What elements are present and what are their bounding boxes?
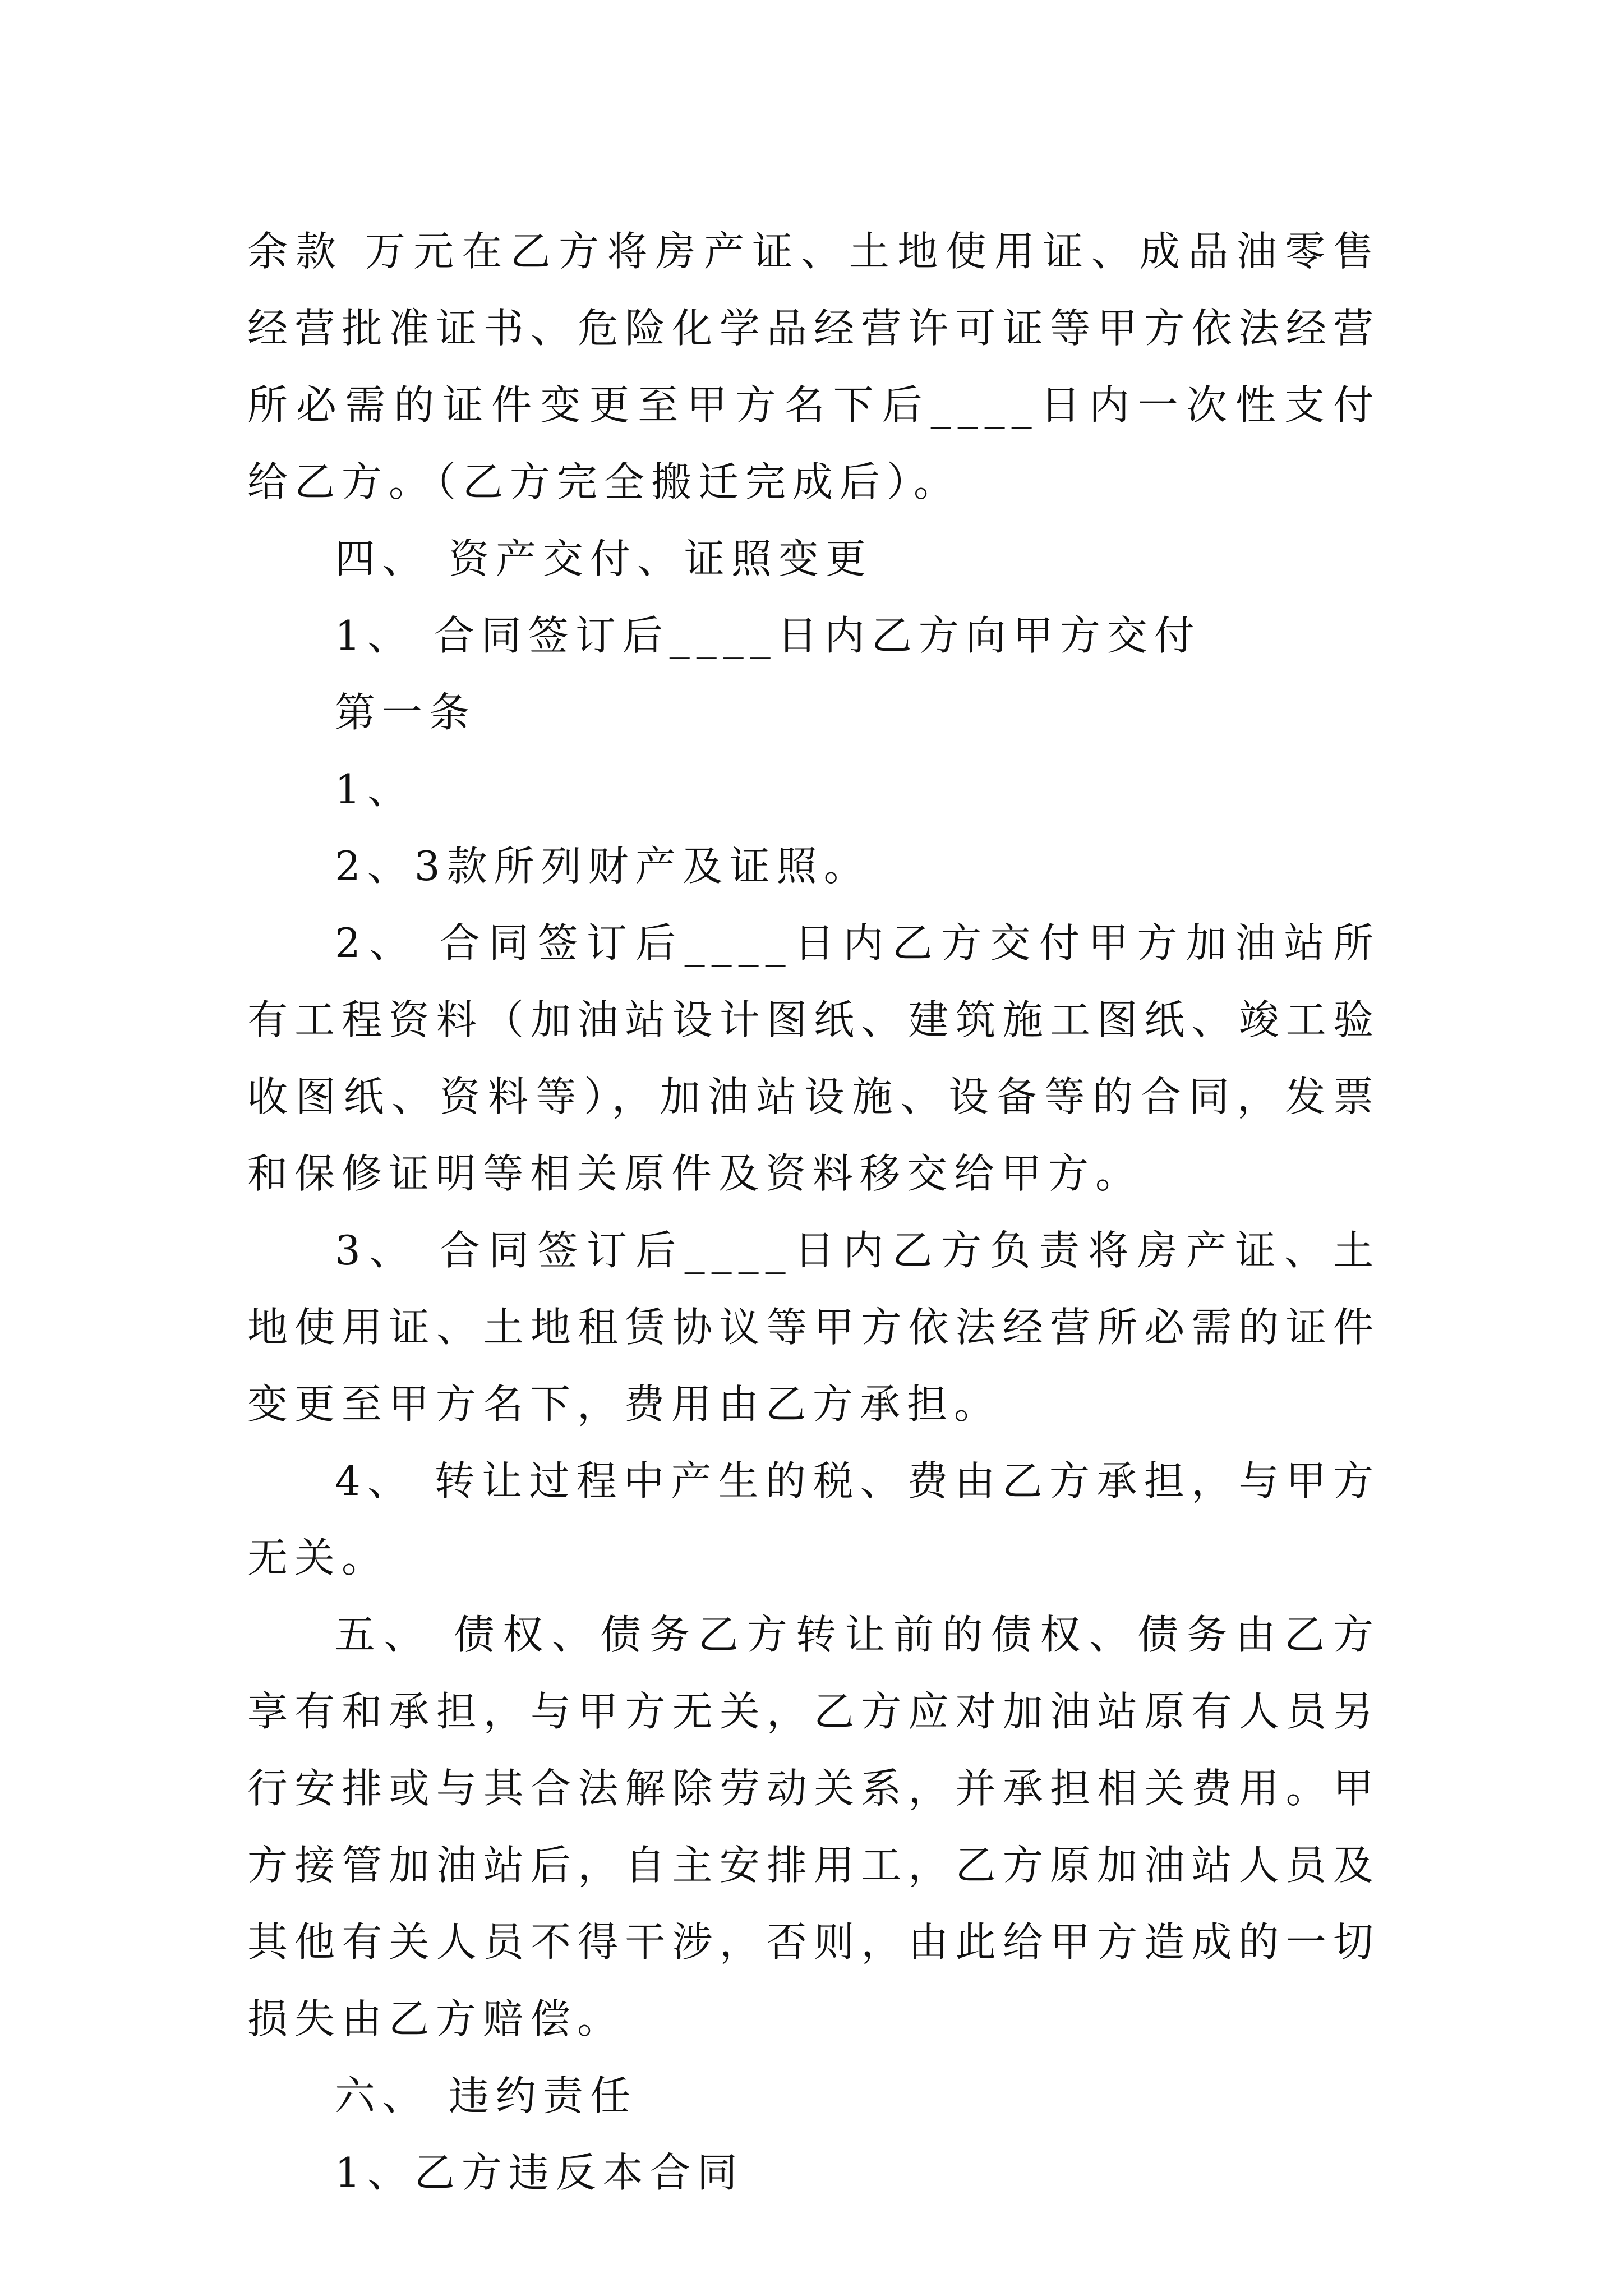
paragraph-final-payment: 余款 万元在乙方将房产证、土地使用证、成品油零售经营批准证书、危险化学品经营许可证等甲方依法经营所必需的证件变更至甲方名下后____日内一次性支付给乙方。（乙方完全搬迁完成后）。 bbox=[247, 228, 1380, 505]
clause-4-4: 4、 转让过程中产生的税、费由乙方承担，与甲方无关。 bbox=[247, 1457, 1380, 1581]
clause-4-1: 1、 合同签订后____日内乙方向甲方交付 bbox=[335, 612, 1201, 659]
heading-section-6: 六、 违约责任 bbox=[335, 2072, 637, 2119]
document-body bbox=[247, 213, 1380, 2211]
clause-article-1: 第一条 bbox=[335, 689, 477, 736]
section-5-debts: 五、 债权、债务乙方转让前的债权、债务由乙方享有和承担，与甲方无关，乙方应对加油站原有人员另行安排或与其合法解除劳动关系，并承担相关费用。甲方接管加油站后，自主安排用工，乙方原加油站人员及其他有关人员不得干涉，否则，由此给甲方造成的一切损失由乙方赔偿。 bbox=[247, 1611, 1380, 2042]
clause-6-1: 1、乙方违反本合同 bbox=[335, 2149, 744, 2196]
heading-section-4: 四、 资产交付、证照变更 bbox=[335, 535, 873, 582]
clause-4-2: 2、 合同签订后____日内乙方交付甲方加油站所有工程资料（加油站设计图纸、建筑施工图纸、竣工验收图纸、资料等），加油站设施、设备等的合同，发票和保修证明等相关原件及资料移交给甲方。 bbox=[247, 919, 1380, 1197]
clause-4-3: 3、 合同签订后____日内乙方负责将房产证、土地使用证、土地租赁协议等甲方依法经营所必需的证件变更至甲方名下，费用由乙方承担。 bbox=[247, 1227, 1380, 1428]
clause-item-2-3: 2、3款所列财产及证照。 bbox=[335, 843, 871, 890]
clause-item-1: 1、 bbox=[335, 766, 414, 813]
